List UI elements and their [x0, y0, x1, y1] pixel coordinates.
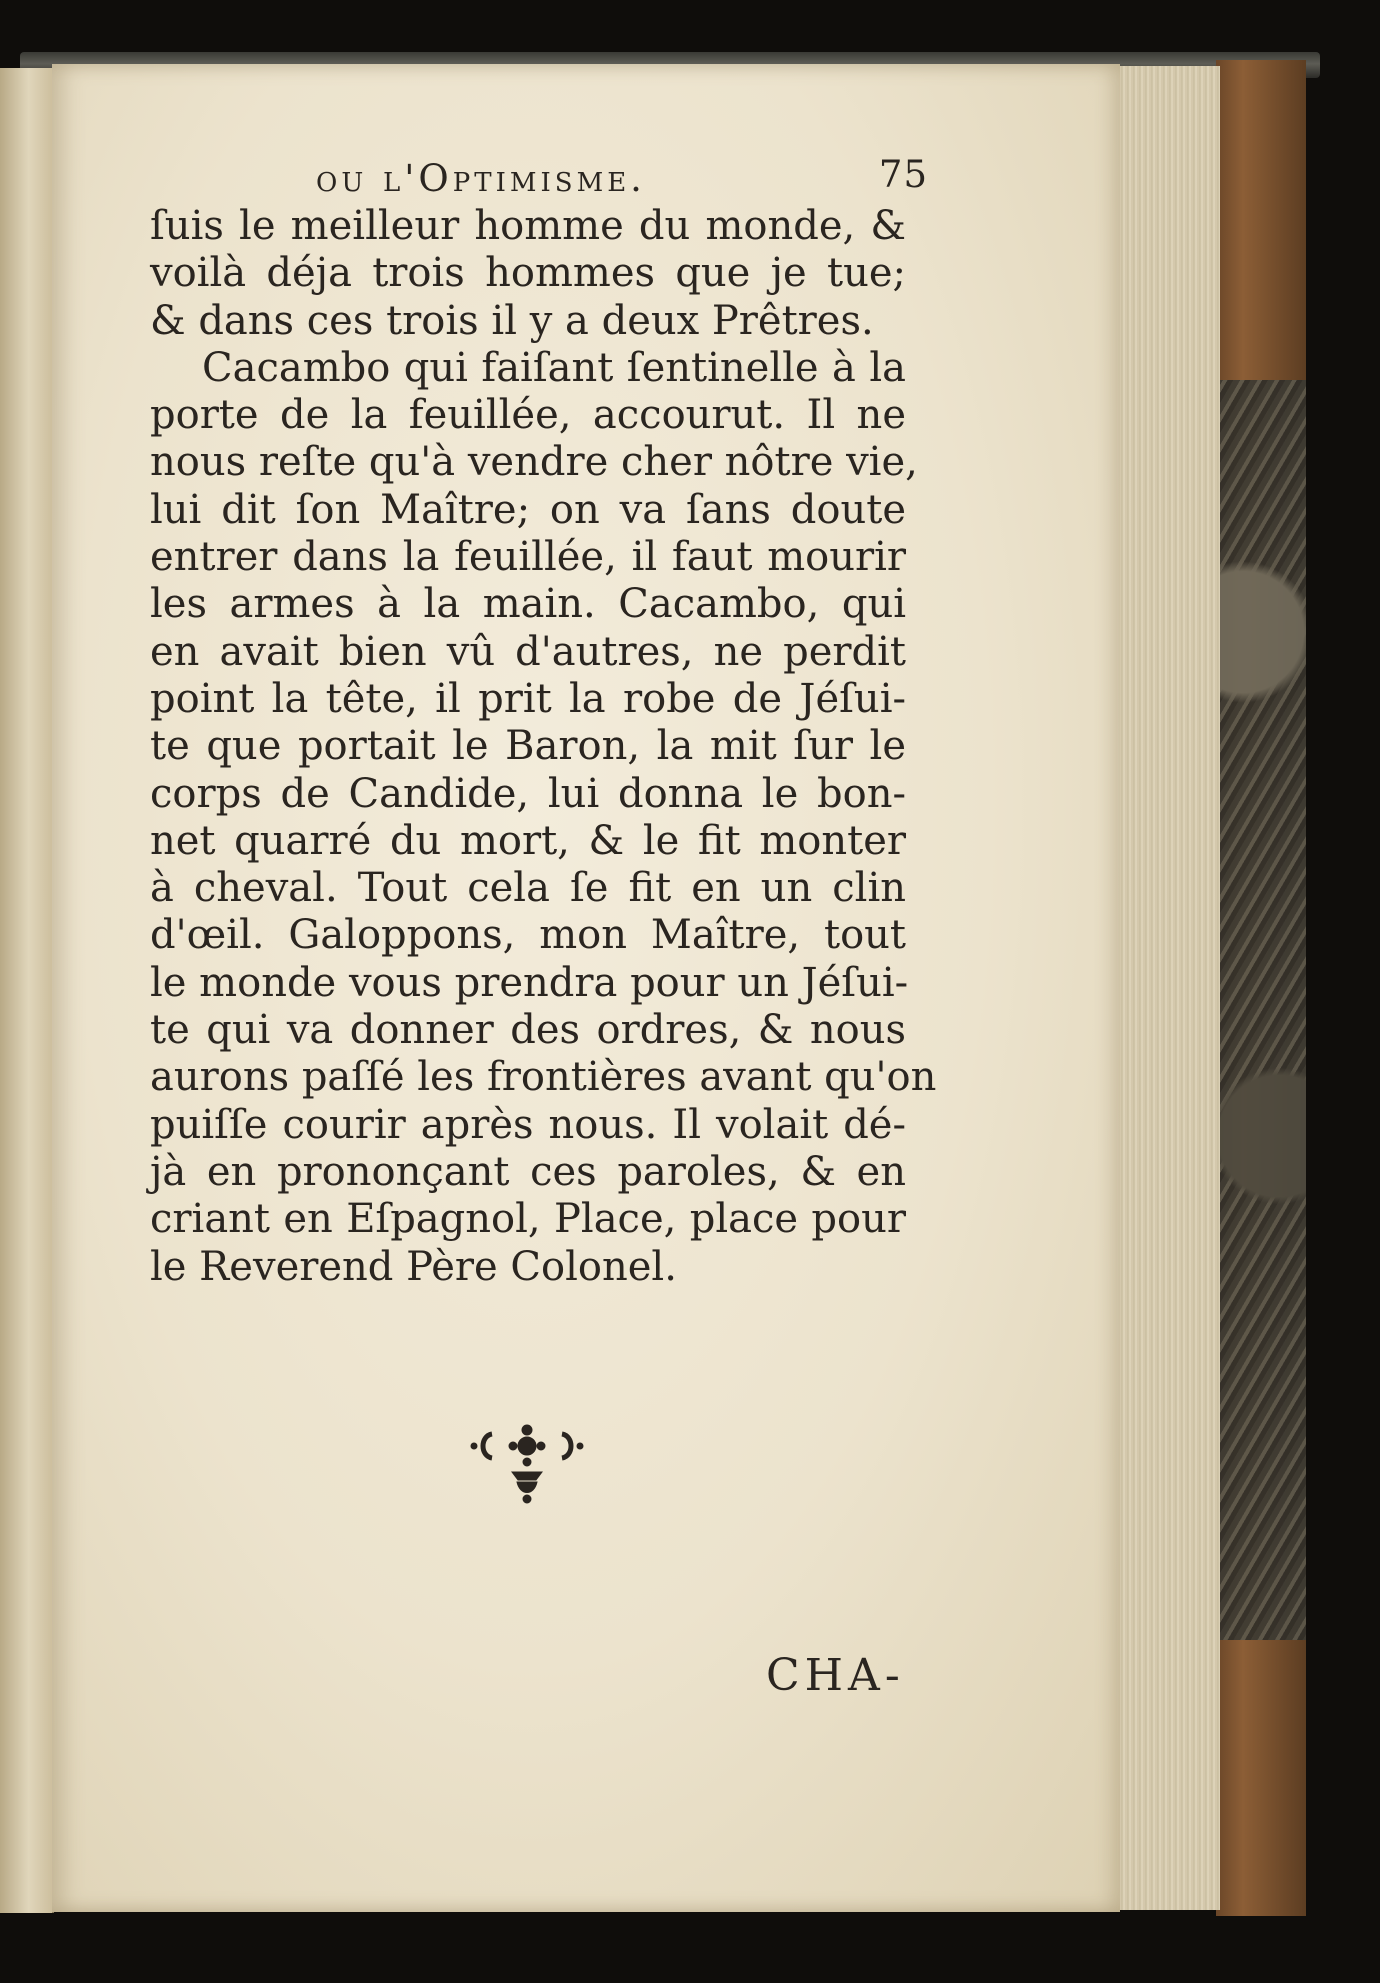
running-head: ou l'Optimisme. [316, 157, 646, 200]
text-line: lui dit ſon Maître; on va ſans doute [150, 486, 906, 533]
text-line: te que portait le Baron, la mit ſur le [150, 723, 906, 770]
text-line: les armes à la main. Cacambo, qui [150, 581, 906, 628]
text-line: & dans ces trois il y a deux Prêtres. [150, 297, 874, 344]
text-line: corps de Candide, lui donna le bon- [150, 770, 906, 817]
page-fore-edge [1118, 66, 1220, 1910]
text-line: d'œil. Galoppons, mon Maître, tout [150, 912, 906, 959]
text-line: entrer dans la feuillée, il faut mourir [150, 534, 906, 581]
printers-ornament-icon [462, 1406, 592, 1506]
text-line: porte de la feuillée, accourut. Il ne [150, 392, 906, 439]
catchword: CHA- [766, 1650, 905, 1701]
text-line: à cheval. Tout cela ſe fit en un clin [150, 865, 906, 912]
text-line: criant en Eſpagnol, Place, place pour [150, 1196, 906, 1243]
facing-page-edge [0, 68, 54, 1913]
text-line: ſuis le meilleur homme du monde, & [150, 203, 906, 249]
body-text [150, 203, 937, 1291]
text-line: en avait bien vû d'autres, ne perdit [150, 628, 906, 675]
text-line: te qui va donner des ordres, & nous [150, 1007, 906, 1054]
marbled-cover [1216, 380, 1306, 1640]
text-line: net quarré du mort, & le fit monter [150, 817, 906, 864]
text-line: aurons paſſé les frontières avant qu'on [150, 1054, 937, 1101]
page-number: 75 [878, 153, 928, 196]
text-line: le monde vous prendra pour un Jéſui- [150, 959, 909, 1006]
text-line: jà en prononçant ces paroles, & en [150, 1148, 906, 1195]
text-line: nous reſte qu'à vendre cher nôtre vie, [150, 439, 918, 486]
page-header [316, 153, 928, 207]
text-line: point la tête, il prit la robe de Jéſui- [150, 675, 906, 722]
text-line: Cacambo qui faiſant ſentinelle à la [202, 344, 906, 391]
text-line: le Reverend Père Colonel. [150, 1243, 677, 1290]
text-line: voilà déja trois hommes que je tue; [150, 250, 906, 297]
text-line: puiſſe courir après nous. Il volait dé- [150, 1101, 906, 1148]
